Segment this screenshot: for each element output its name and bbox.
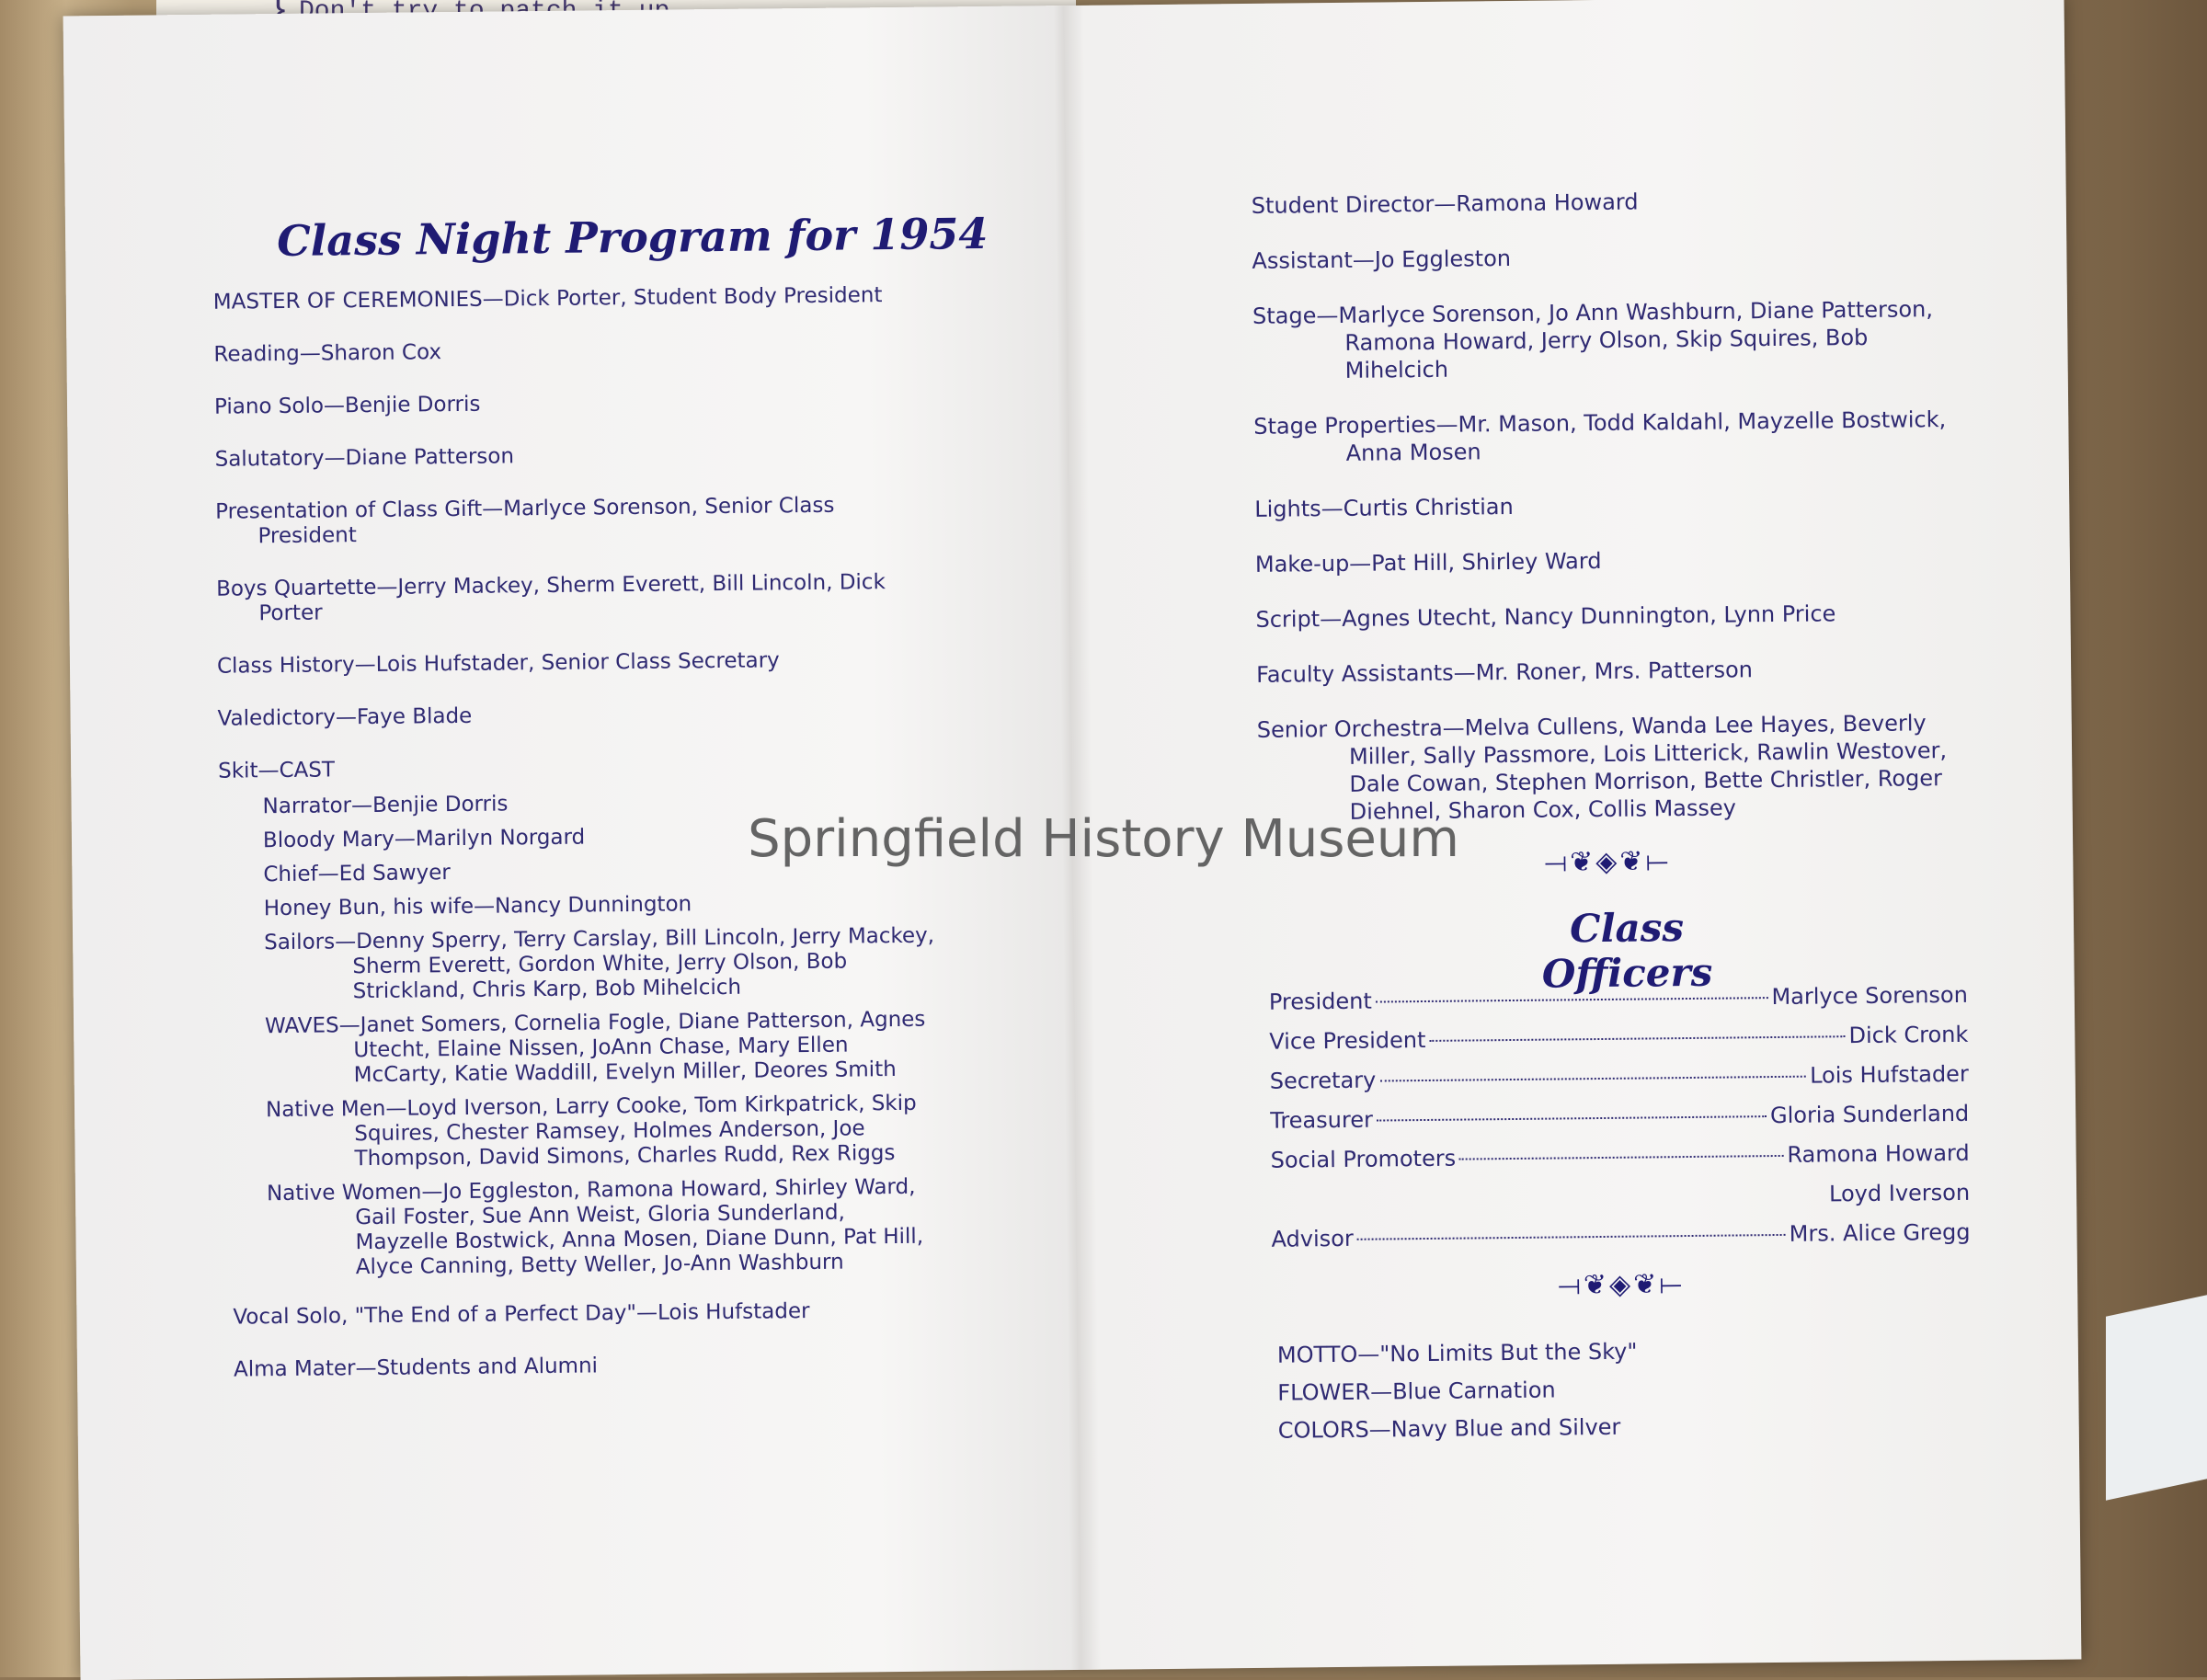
motto-line: MOTTO—"No Limits But the Sky" <box>1276 1338 1638 1368</box>
officer-role: Vice President <box>1269 1026 1426 1055</box>
officer-name: Gloria Sunderland <box>1769 1100 1970 1129</box>
cast-entry: Sailors—Denny Sperry, Terry Carslay, Bill Lincoln, Jerry Mackey, Sherm Everett, Gordon White, Jerry Olson, Bob Strickland, Chris Karp, Bob Mihelcich <box>264 923 935 1004</box>
dot-leader <box>1376 997 1768 1002</box>
crew-entry: Student Director—Ramona Howard <box>1251 189 1639 219</box>
crew-entry: Make-up—Pat Hill, Shirley Ward <box>1254 547 1602 577</box>
program-entry: Class History—Lois Hufstader, Senior Class Secretary <box>216 648 780 679</box>
officer-role: Advisor <box>1271 1225 1354 1252</box>
officer-role: Social Promoters <box>1270 1145 1457 1173</box>
cast-entry: Honey Bun, his wife—Nancy Dunnington <box>263 892 692 921</box>
cast-entry: Native Men—Loyd Iverson, Larry Cooke, Tom Kirkpatrick, Skip Squires, Chester Ramsey, Holmes Anderson, Joe Thompson, David Simons, Charles Rudd, Rex Riggs <box>265 1091 917 1171</box>
officer-name: Marlyce Sorenson <box>1771 981 1968 1011</box>
officers-list <box>1269 982 1971 1266</box>
crew-entry: Lights—Curtis Christian <box>1254 493 1514 522</box>
cast-entry: Chief—Ed Sawyer <box>263 861 451 887</box>
cast-entry: Bloody Mary—Marilyn Norgard <box>262 825 586 853</box>
program-entry: Boys Quartette—Jerry Mackey, Sherm Everett, Bill Lincoln, Dick Porter <box>215 570 886 626</box>
colors-line: COLORS—Navy Blue and Silver <box>1277 1413 1621 1444</box>
officer-name: Loyd Iverson <box>1828 1179 1971 1207</box>
ornament-divider-icon: ⟞❦◈❦⟝ <box>1544 845 1672 879</box>
officer-role: Treasurer <box>1270 1106 1374 1134</box>
paper-scrap <box>2106 1295 2207 1500</box>
cast-entry: Native Women—Jo Eggleston, Ramona Howard, Shirley Ward, Gail Foster, Sue Ann Weist, Gloria Sunderland, Mayzelle Bostwick, Anna Mosen, Diane Dunn, Pat Hill, Alyce Canning, Betty Weller, Jo-Ann Washburn <box>266 1174 924 1280</box>
officer-name: Lois Hufstader <box>1809 1060 1969 1089</box>
skit-heading: Skit—CAST <box>218 758 336 783</box>
crew-entry: Senior Orchestra—Melva Cullens, Wanda Lee Hayes, Beverly Miller, Sally Passmore, Lois Litterick, Rawlin Westover, Dale Cowan, Stephen Morrison, Bette Christler, Roger Diehnel, Sharon Cox, Collis Massey <box>1256 710 1948 825</box>
officer-name: Dick Cronk <box>1848 1021 1969 1049</box>
cast-entry: Narrator—Benjie Dorris <box>262 792 509 819</box>
crew-entries <box>1252 185 1966 854</box>
program-title: Class Night Program for 1954 <box>276 208 989 267</box>
program-closing-entry: Alma Mater—Students and Alumni <box>233 1354 599 1382</box>
class-motto-block <box>1277 1333 1639 1450</box>
cast-entry: WAVES—Janet Somers, Cornelia Fogle, Diane Patterson, Agnes Utecht, Elaine Nissen, JoAnn Chase, Mary Ellen McCarty, Katie Waddill, Evelyn Miller, Deores Smith <box>264 1007 926 1088</box>
crew-entry: Stage Properties—Mr. Mason, Todd Kaldahl, Mayzelle Bostwick, Anna Mosen <box>1253 406 1947 466</box>
officer-role: Secretary <box>1269 1067 1377 1094</box>
flower-line: FLOWER—Blue Carnation <box>1277 1377 1556 1406</box>
crew-entry: Script—Agnes Utecht, Nancy Dunnington, Lynn Price <box>1255 600 1836 633</box>
ornament-divider-icon: ⟞❦◈❦⟝ <box>1557 1268 1686 1302</box>
program-entry: Reading—Sharon Cox <box>213 340 442 367</box>
dot-leader <box>1429 1035 1845 1042</box>
crew-entry: Stage—Marlyce Sorenson, Jo Ann Washburn, Diane Patterson, Ramona Howard, Jerry Olson, Skip Squires, Bob Mihelcich <box>1252 296 1934 383</box>
program-entry: Salutatory—Diane Patterson <box>214 444 515 472</box>
program-closing-entry: Vocal Solo, "The End of a Perfect Day"—Lois Hufstader <box>233 1299 810 1330</box>
program-entry: Piano Solo—Benjie Dorris <box>213 392 481 419</box>
program-entry: MASTER OF CEREMONIES—Dick Porter, Student Body President <box>212 283 883 314</box>
crew-entry: Faculty Assistants—Mr. Roner, Mrs. Patterson <box>1256 657 1754 688</box>
officer-row <box>1271 1219 1970 1266</box>
program-entry: Valedictory—Faye Blade <box>217 703 473 731</box>
dot-leader <box>1379 1076 1806 1082</box>
program-entry: Presentation of Class Gift—Marlyce Sorenson, Senior Class President <box>215 493 835 549</box>
officer-role: President <box>1268 988 1372 1015</box>
officers-title: Class Officers <box>1541 905 1713 997</box>
officer-name: Mrs. Alice Gregg <box>1789 1218 1971 1247</box>
museum-watermark: Springfield History Museum <box>748 809 1459 869</box>
dot-leader <box>1377 1115 1767 1121</box>
officer-name: Ramona Howard <box>1787 1139 1970 1168</box>
dot-leader <box>1357 1234 1786 1240</box>
crew-entry: Assistant—Jo Eggleston <box>1252 245 1512 274</box>
dot-leader <box>1459 1155 1783 1160</box>
